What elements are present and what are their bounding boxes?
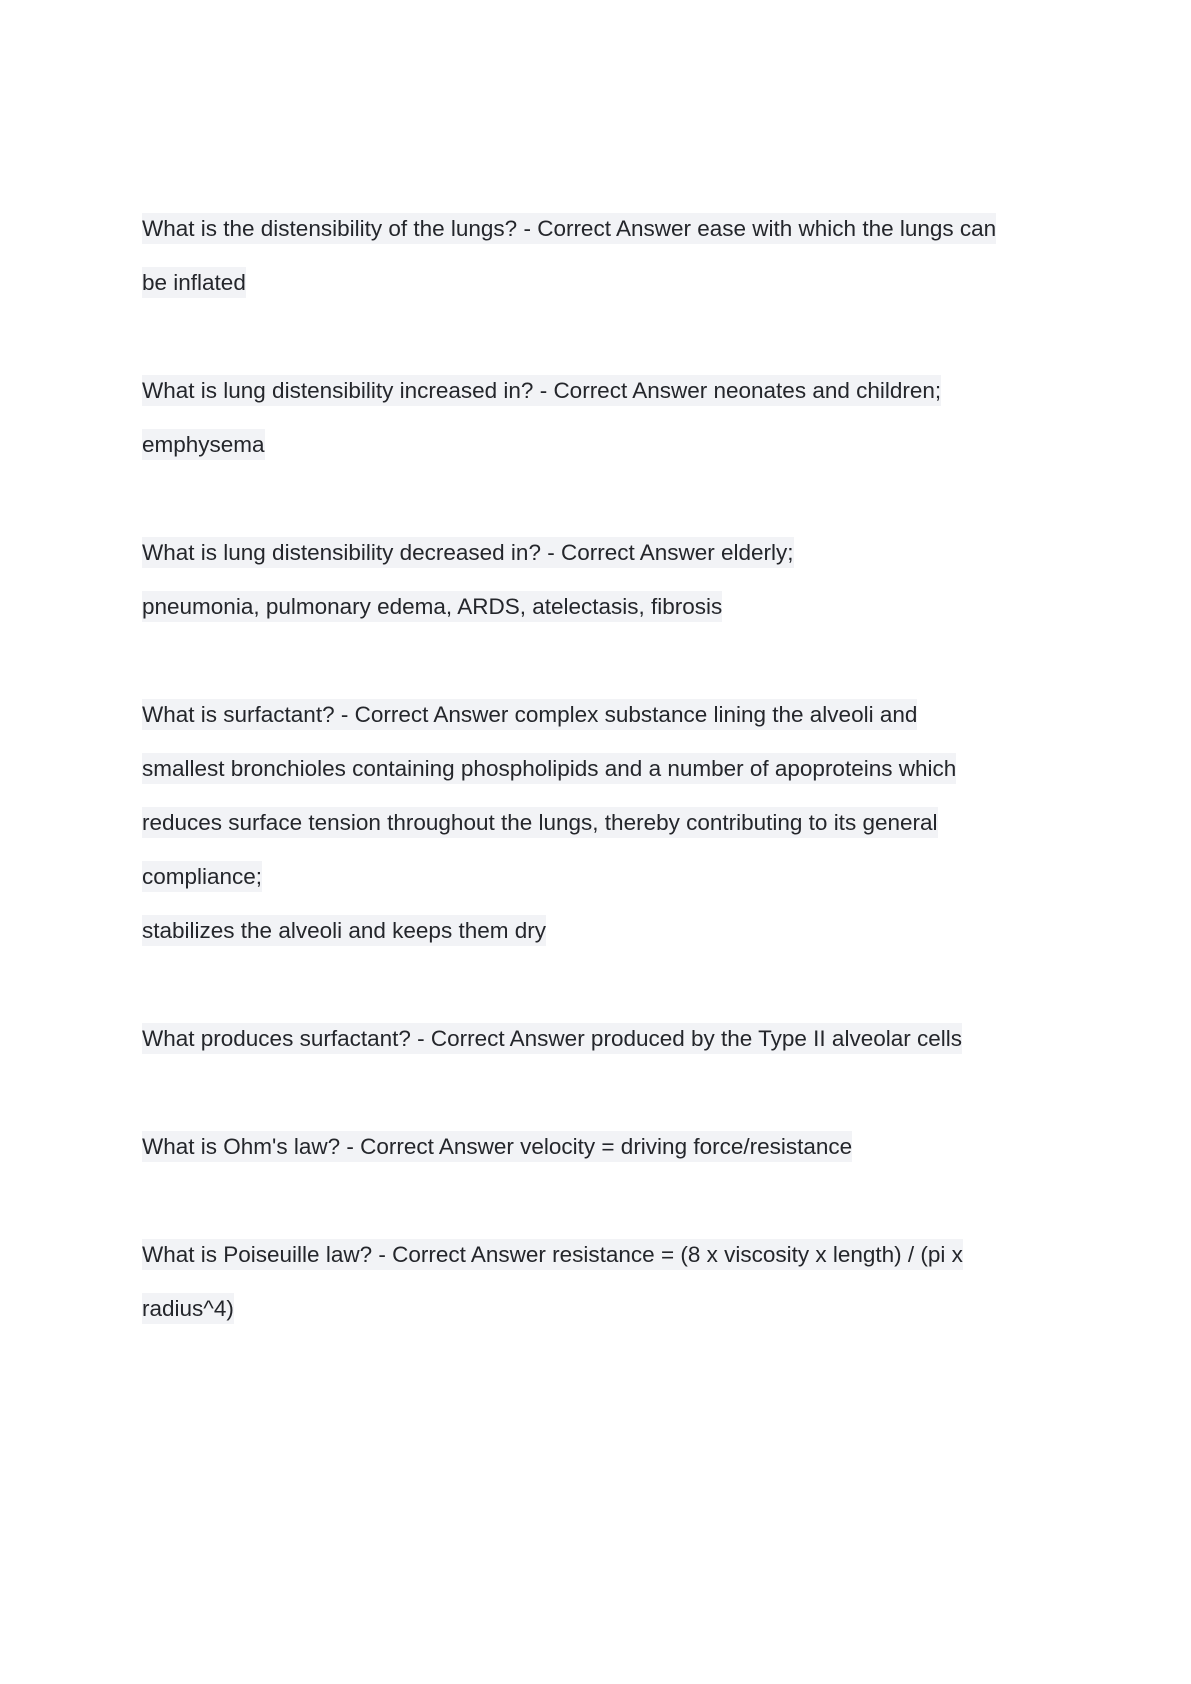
qa-line [142,418,1062,472]
qa-item-surfactant-producer [142,1012,1062,1066]
qa-line-text: What is surfactant? - Correct Answer complex substance lining the alveoli and [142,699,917,730]
qa-item-surfactant [142,688,1062,958]
qa-line [142,1282,1062,1336]
qa-line [142,850,1062,904]
qa-line [142,1228,1062,1282]
qa-line-text: What is the distensibility of the lungs? - Correct Answer ease with which the lungs can [142,213,996,244]
qa-line-text: be inflated [142,267,246,298]
qa-line [142,904,1062,958]
qa-line-text: stabilizes the alveoli and keeps them dry [142,915,546,946]
qa-line [142,580,1062,634]
qa-line [142,1012,1062,1066]
qa-line-text: What is lung distensibility decreased in? - Correct Answer elderly; [142,537,794,568]
qa-line [142,202,1062,256]
qa-line [142,742,1062,796]
qa-item-distensibility-increased [142,364,1062,472]
qa-item-distensibility-decreased [142,526,1062,634]
qa-line-text: compliance; [142,861,262,892]
qa-line-text: emphysema [142,429,265,460]
qa-line [142,796,1062,850]
qa-line-text: reduces surface tension throughout the lungs, thereby contributing to its general [142,807,938,838]
qa-line-text: radius^4) [142,1293,234,1324]
qa-line [142,364,1062,418]
qa-line-text: What is Poiseuille law? - Correct Answer resistance = (8 x viscosity x length) / (pi x [142,1239,963,1270]
qa-line-text: What is Ohm's law? - Correct Answer velocity = driving force/resistance [142,1131,852,1162]
qa-line-text: What produces surfactant? - Correct Answer produced by the Type II alveolar cells [142,1023,962,1054]
qa-line [142,256,1062,310]
qa-line [142,1120,1062,1174]
qa-line-text: pneumonia, pulmonary edema, ARDS, atelectasis, fibrosis [142,591,722,622]
qa-item-distensibility [142,202,1062,310]
qa-line [142,688,1062,742]
qa-item-ohms-law [142,1120,1062,1174]
qa-line [142,526,1062,580]
qa-item-poiseuille-law [142,1228,1062,1336]
qa-line-text: What is lung distensibility increased in? - Correct Answer neonates and children; [142,375,941,406]
qa-line-text: smallest bronchioles containing phospholipids and a number of apoproteins which [142,753,956,784]
